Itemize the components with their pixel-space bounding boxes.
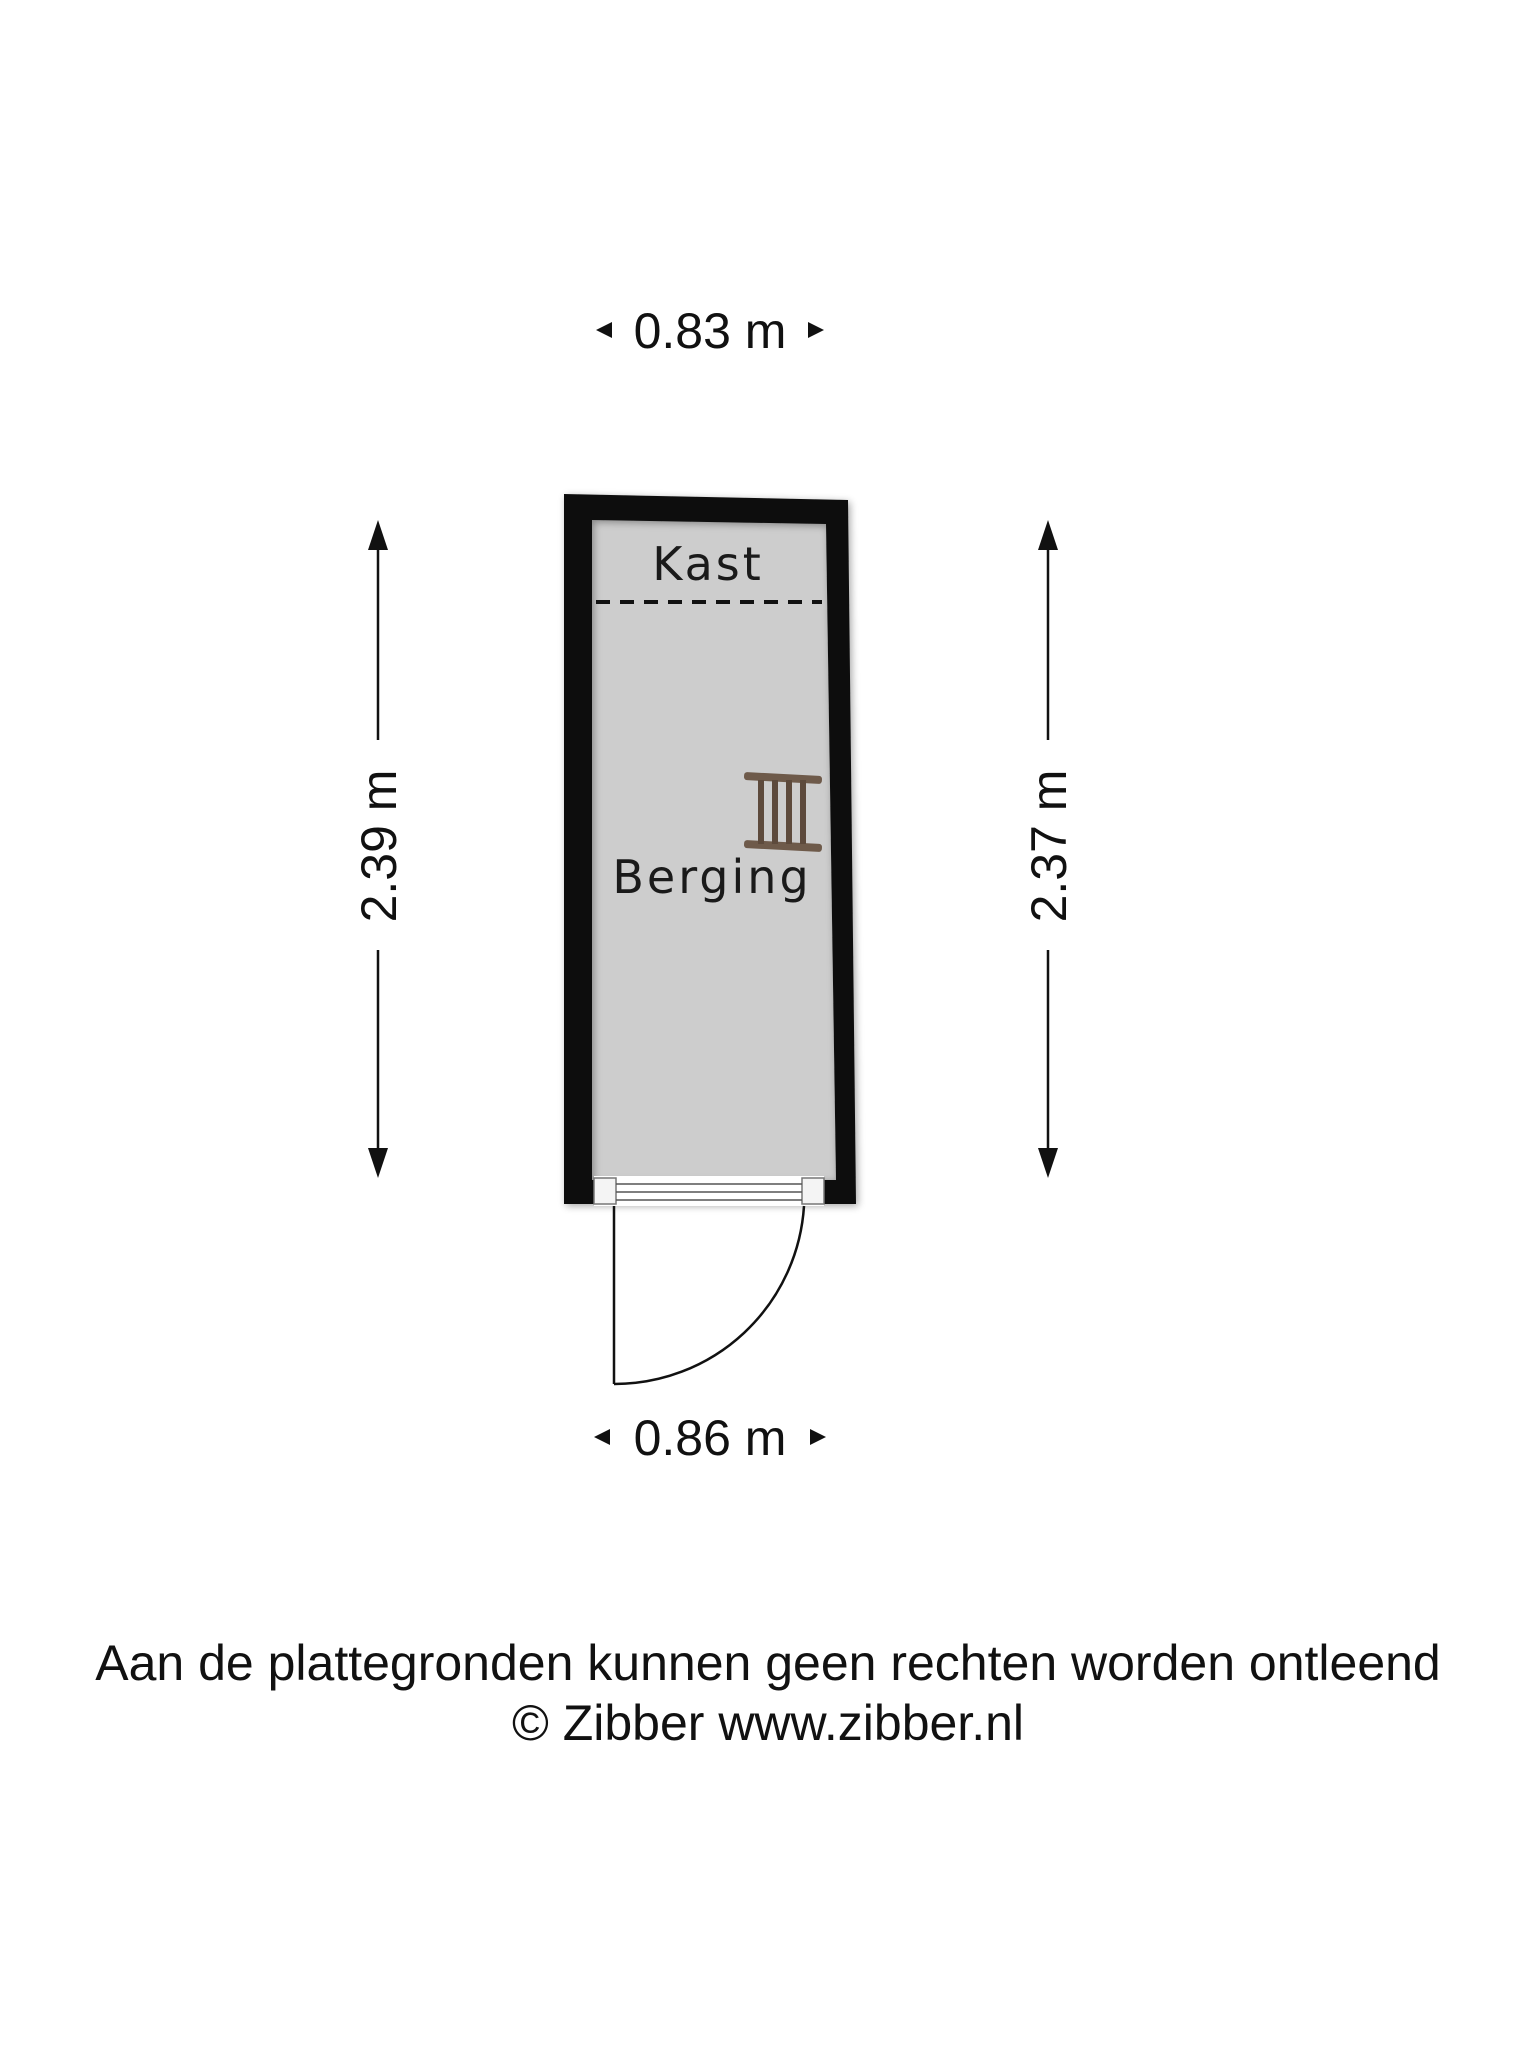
top-width-label: 0.83 m (633, 303, 787, 359)
room (564, 494, 856, 1384)
cabinet-label: Kast (652, 537, 764, 591)
arrow-left-icon (596, 322, 612, 338)
arrow-down-icon (368, 1148, 388, 1178)
copyright-text: © Zibber www.zibber.nl (511, 1695, 1025, 1751)
right-dimension (1021, 520, 1077, 1178)
arrow-right-icon (808, 322, 824, 338)
bottom-width-label: 0.86 m (633, 1410, 787, 1466)
bottom-dimension (594, 1410, 826, 1466)
door-opening (594, 1176, 824, 1206)
storage-label: Berging (612, 850, 812, 904)
arrow-up-icon (368, 520, 388, 550)
door-frame-right (802, 1178, 824, 1204)
arrow-up-icon (1038, 520, 1058, 550)
arrow-left-icon (594, 1429, 610, 1445)
top-dimension (596, 303, 824, 359)
arrow-down-icon (1038, 1148, 1058, 1178)
door-swing-arc (614, 1206, 804, 1384)
disclaimer-text: Aan de plattegronden kunnen geen rechten worden ontleend (95, 1635, 1441, 1691)
door-frame-left (594, 1178, 616, 1204)
arrow-right-icon (810, 1429, 826, 1445)
left-dimension (351, 520, 407, 1178)
left-height-label: 2.39 m (351, 769, 407, 923)
right-height-label: 2.37 m (1021, 769, 1077, 923)
